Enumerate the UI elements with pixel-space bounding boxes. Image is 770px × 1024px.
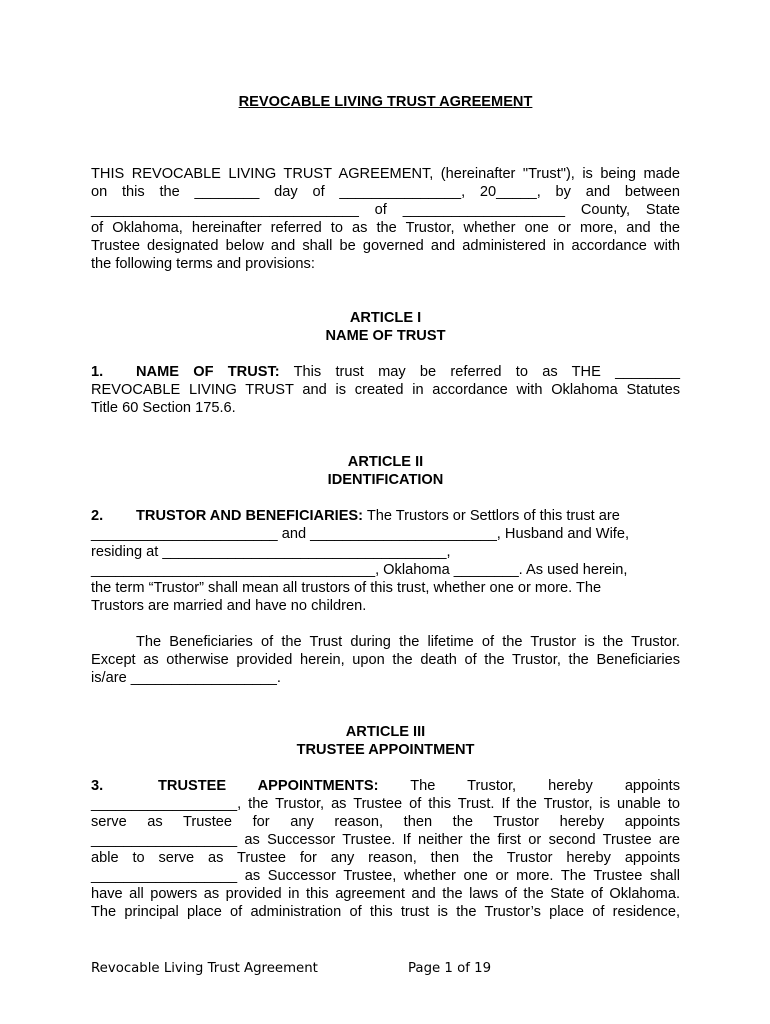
section-line <box>91 507 680 525</box>
section-number: 3. <box>91 778 104 794</box>
paragraph-line: The Beneficiaries of the Trust during the lifetime of the Trustor is the Trustor. <box>136 634 680 650</box>
article-1-heading: ARTICLE I <box>349 310 422 326</box>
section-line: the term “Trustor” shall mean all trustors of this trust, whether one or more. The <box>91 580 602 596</box>
beneficiaries-paragraph <box>91 633 680 687</box>
section-line: serve as Trustee for any reason, then the Trustor hereby appoints <box>91 814 680 830</box>
intro-line: on this the ________ day of _______________, 20_____, by and between <box>91 184 680 200</box>
article-1-subheading: NAME OF TRUST <box>325 328 446 344</box>
article-2-section <box>91 507 680 615</box>
section-line: __________________, the Trustor, as Trustee of this Trust. If the Trustor, is unable to <box>91 796 680 812</box>
footer-page-number: Page 1 of 19 <box>408 961 492 976</box>
section-line: Trustors are married and have no children. <box>91 598 367 614</box>
section-line: residing at ___________________________________, <box>91 544 451 560</box>
section-number: 2. <box>91 508 104 524</box>
article-2-heading: ARTICLE II <box>347 454 424 470</box>
intro-line: THIS REVOCABLE LIVING TRUST AGREEMENT, (hereinafter "Trust"), is being made <box>91 166 680 182</box>
article-2-subheading: IDENTIFICATION <box>327 472 444 488</box>
footer-document-name: Revocable Living Trust Agreement <box>91 961 318 976</box>
section-line: The principal place of administration of this trust is the Trustor’s place of residence, <box>91 904 680 920</box>
section-line: able to serve as Trustee for any reason, then the Trustor hereby appoints <box>91 850 680 866</box>
document-title: REVOCABLE LIVING TRUST AGREEMENT <box>238 94 533 110</box>
section-line <box>91 363 680 381</box>
article-3-section <box>91 777 680 921</box>
article-3-heading: ARTICLE III <box>345 724 426 740</box>
document-body <box>91 93 680 921</box>
section-line <box>91 777 680 795</box>
section-line: _______________________ and _______________________, Husband and Wife, <box>91 526 630 542</box>
intro-paragraph <box>91 165 680 273</box>
section-label: TRUSTEE APPOINTMENTS: <box>158 778 379 794</box>
intro-line: the following terms and provisions: <box>91 256 315 272</box>
section-line: ___________________________________, Oklahoma ________. As used herein, <box>91 562 628 578</box>
intro-line: _________________________________ of ____________________ County, State <box>91 202 680 218</box>
intro-line: of Oklahoma, hereinafter referred to as the Trustor, whether one or more, and the <box>91 220 680 236</box>
article-3-subheading: TRUSTEE APPOINTMENT <box>296 742 475 758</box>
paragraph-line: Except as otherwise provided herein, upon the death of the Trustor, the Beneficiaries <box>91 652 680 668</box>
section-label: TRUSTOR AND BENEFICIARIES: <box>136 508 364 524</box>
section-line: __________________ as Successor Trustee, whether one or more. The Trustee shall <box>91 868 680 884</box>
section-line: __________________ as Successor Trustee. If neither the first or second Trustee are <box>91 832 680 848</box>
paragraph-line: is/are __________________. <box>91 670 281 686</box>
section-line: have all powers as provided in this agreement and the laws of the State of Oklahoma. <box>91 886 680 902</box>
section-line: REVOCABLE LIVING TRUST and is created in accordance with Oklahoma Statutes <box>91 382 680 398</box>
section-text: This trust may be referred to as THE ________ <box>293 364 680 380</box>
section-text: The Trustors or Settlors of this trust are <box>366 508 620 524</box>
section-line: Title 60 Section 175.6. <box>91 400 236 416</box>
article-1-section <box>91 363 680 417</box>
section-label: NAME OF TRUST: <box>136 364 280 380</box>
section-number: 1. <box>91 364 104 380</box>
section-text: The Trustor, hereby appoints <box>410 778 680 794</box>
intro-line: Trustee designated below and shall be governed and administered in accordance with <box>91 238 680 254</box>
